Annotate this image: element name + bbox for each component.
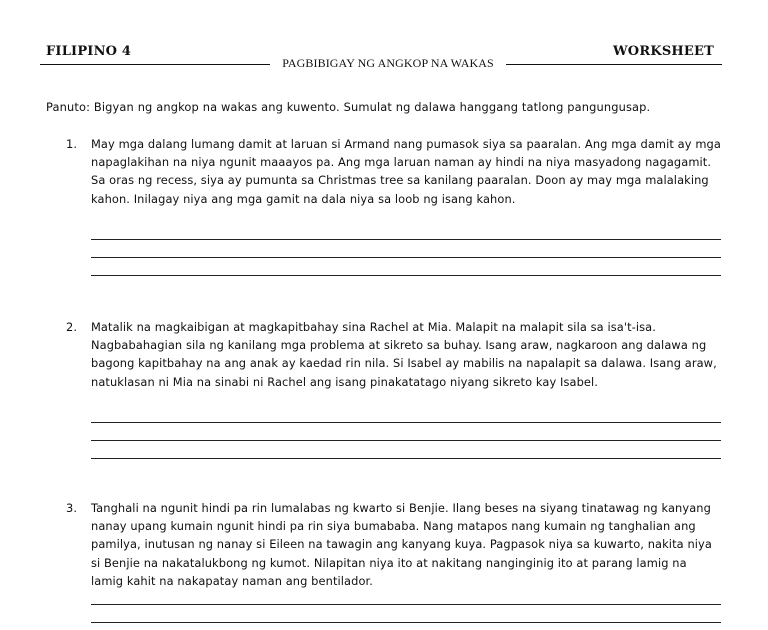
answer-line-2b[interactable] xyxy=(91,440,721,441)
worksheet-label: WORKSHEET xyxy=(613,44,714,59)
story-item-3 xyxy=(66,499,726,590)
lesson-title: PAGBIBIGAY NG ANGKOP NA WAKAS xyxy=(282,56,494,70)
subject-title: FILIPINO 4 xyxy=(46,44,132,59)
header-rule-right xyxy=(506,64,722,65)
answer-line-1c[interactable] xyxy=(91,275,721,276)
item-number: 3. xyxy=(66,501,78,515)
answer-line-3a[interactable] xyxy=(91,604,721,605)
story-text: Matalik na magkaibigan at magkapitbahay sina Rachel at Mia. Malapit na malapit sila sa isa't-isa. Nagbabahagian sila ng kanilang mga problema at sikreto sa buhay. Isang araw, nagkaroon ang dalawa ng bagong kapitbahay na ang anak ay kaedad rin nila. Si Isabel ay mabilis na napalapit sa dalawa. Isang araw, natuklasan ni Mia na sinabi ni Rachel ang isang pinakatatago niyang sikreto kay Isabel. xyxy=(91,320,717,389)
instructions: Panuto: Bigyan ng angkop na wakas ang kuwento. Sumulat ng dalawa hanggang tatlong pangungusap. xyxy=(46,100,651,114)
story-item-1 xyxy=(66,135,726,208)
answer-line-2a[interactable] xyxy=(91,422,721,423)
story-item-2 xyxy=(66,318,726,391)
answer-line-1b[interactable] xyxy=(91,257,721,258)
answer-line-3b[interactable] xyxy=(91,622,721,623)
item-number: 1. xyxy=(66,137,78,151)
answer-line-1a[interactable] xyxy=(91,239,721,240)
header-rule-left xyxy=(40,64,270,65)
story-text: May mga dalang lumang damit at laruan si Armand nang pumasok siya sa paaralan. Ang mga damit ay mga napaglakihan na niya ngunit maaayos pa. Ang mga laruan naman ay hindi na niya masyadong nagagamit. Sa oras ng recess, siya ay pumunta sa Christmas tree sa kanilang paaralan. Doon ay may mga malalaking kahon. Inilagay niya ang mga gamit na dala niya sa loob ng isang kahon. xyxy=(91,137,721,206)
answer-line-2c[interactable] xyxy=(91,458,721,459)
story-text: Tanghali na ngunit hindi pa rin lumalabas ng kwarto si Benjie. Ilang beses na siyang tinatawag ng kanyang nanay upang kumain ngunit hindi pa rin siya bumababa. Nang matapos nang kumain ng tanghalian ang pamilya, inutusan ng nanay si Eileen na tawagin ang kanyang kuya. Pagpasok niya sa kuwarto, nakita niya si Benjie na nakatalukbong ng kumot. Nilapitan niya ito at nakitang nanginginig ito at parang lamig na lamig kahit na nakapatay naman ang bentilador. xyxy=(91,501,712,588)
item-number: 2. xyxy=(66,320,78,334)
